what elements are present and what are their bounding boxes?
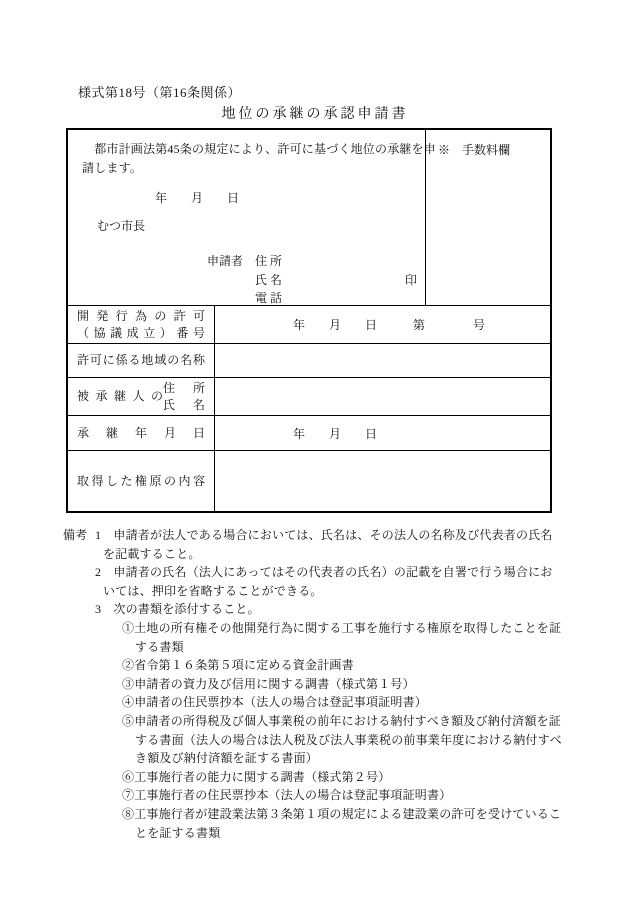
name-label: 氏 名 [255,272,283,287]
predecessor-name-label: 氏 名 [163,397,205,412]
addressee: むつ市長 [97,218,146,233]
address-label: 住 所 [255,254,283,268]
applicant-name-row [207,271,417,290]
note-line: とを証する書類 [135,825,221,840]
table-row-statement [68,130,550,305]
note-line: 2 申請者の氏名（法人にあってはその代表者の氏名）の記載を自署で行う場合にお [95,565,553,580]
predecessor-address-label: 住 所 [163,380,205,395]
page-title: 地位の承継の承認申請書 [221,107,409,122]
statement-cell [68,130,437,305]
note-line: ①土地の所有権その他開発行為に関する工事を施行する権原を取得したことを証 [122,620,562,635]
note-line: き額及び納付済額を証する書面） [135,751,319,766]
applicant-address-row [207,252,417,271]
note-line: する書類 [135,639,184,654]
applicant-block [207,252,417,308]
note-line: 1 申請者が法人である場合においては、氏名は、その法人の名称及び代表者の氏名 [95,528,553,542]
note-line: いては、押印を省略することができる。 [103,583,323,598]
table-row-succession-date [68,415,550,450]
application-date-field: 年 月 日 [155,191,240,205]
fee-column-cell [425,130,550,305]
predecessor-sublabels [163,380,205,414]
table-row-area-name [68,343,550,377]
notes-section [63,526,562,842]
permit-number-label-line1: 開発行為の許可 [77,308,205,323]
area-name-value-cell [214,344,550,377]
note-line: ⑤申請者の所得税及び個人事業税の前年における納付すべき額及び納付済額を証 [122,713,561,728]
predecessor-label: 被承継人の [77,389,163,403]
note-line: ⑦工事施行者の住民票抄本（法人の場合は登記事項証明書） [122,788,452,803]
title-acquired-label-cell [68,451,214,511]
permit-number-placeholder: 年 月 日 第 号 [293,318,486,332]
succession-date-label: 承継年月日 [77,425,205,440]
note-line: ②省令第１６条第５項に定める資金計画書 [122,658,354,673]
note-line: ⑧工事施行者が建設業法第３条第１項の規定による建設業の許可を受けているこ [122,806,562,821]
note-line: ④申請者の住民票抄本（法人の場合は登記事項証明書） [122,695,428,710]
seal-mark: 印 [404,272,417,287]
application-table [66,128,552,513]
permit-number-label-line2: （協議成立）番号 [77,325,205,340]
area-name-label: 許可に係る地域の名称 [77,353,205,367]
table-row-title-acquired [68,450,550,511]
statement-line2: 請します。 [82,160,143,175]
fee-column-label: ※ 手数料欄 [438,143,511,157]
predecessor-label-cell [68,378,214,415]
note-line: 3 次の書類を添付すること。 [95,602,260,617]
succession-date-label-cell [68,416,214,450]
spacer [243,252,255,271]
note-line: ③申請者の資力及び信用に関する調書（様式第１号） [122,676,415,691]
note-line: ⑥工事施行者の能力に関する調書（様式第２号） [122,769,391,784]
applicant-phone-row [207,289,417,308]
statement-line1: 都市計画法第45条の規定により、許可に基づく地位の承継を申 [82,142,437,156]
table-row-permit-number [68,305,550,343]
permit-number-label-cell [68,306,214,343]
title-acquired-label: 取得した権原の内容 [77,473,205,488]
predecessor-value-cell [214,378,550,415]
title-acquired-value-cell [214,451,550,511]
table-row-predecessor [68,377,550,415]
note-line: する書面（法人の場合は法人税及び法人事業税の前事業年度における納付すべ [135,732,562,747]
succession-date-placeholder: 年 月 日 [293,426,378,441]
notes-heading: 備考 [63,528,88,542]
note-line: を記載すること。 [103,546,201,561]
area-name-label-cell [68,344,214,377]
form-number: 様式第18号（第16条関係） [78,85,242,100]
succession-date-value-cell [214,416,550,450]
predecessor-label-group [77,380,205,414]
phone-label: 電 話 [255,291,283,305]
permit-number-value-cell [214,306,550,343]
applicant-label: 申請者 [207,254,244,268]
